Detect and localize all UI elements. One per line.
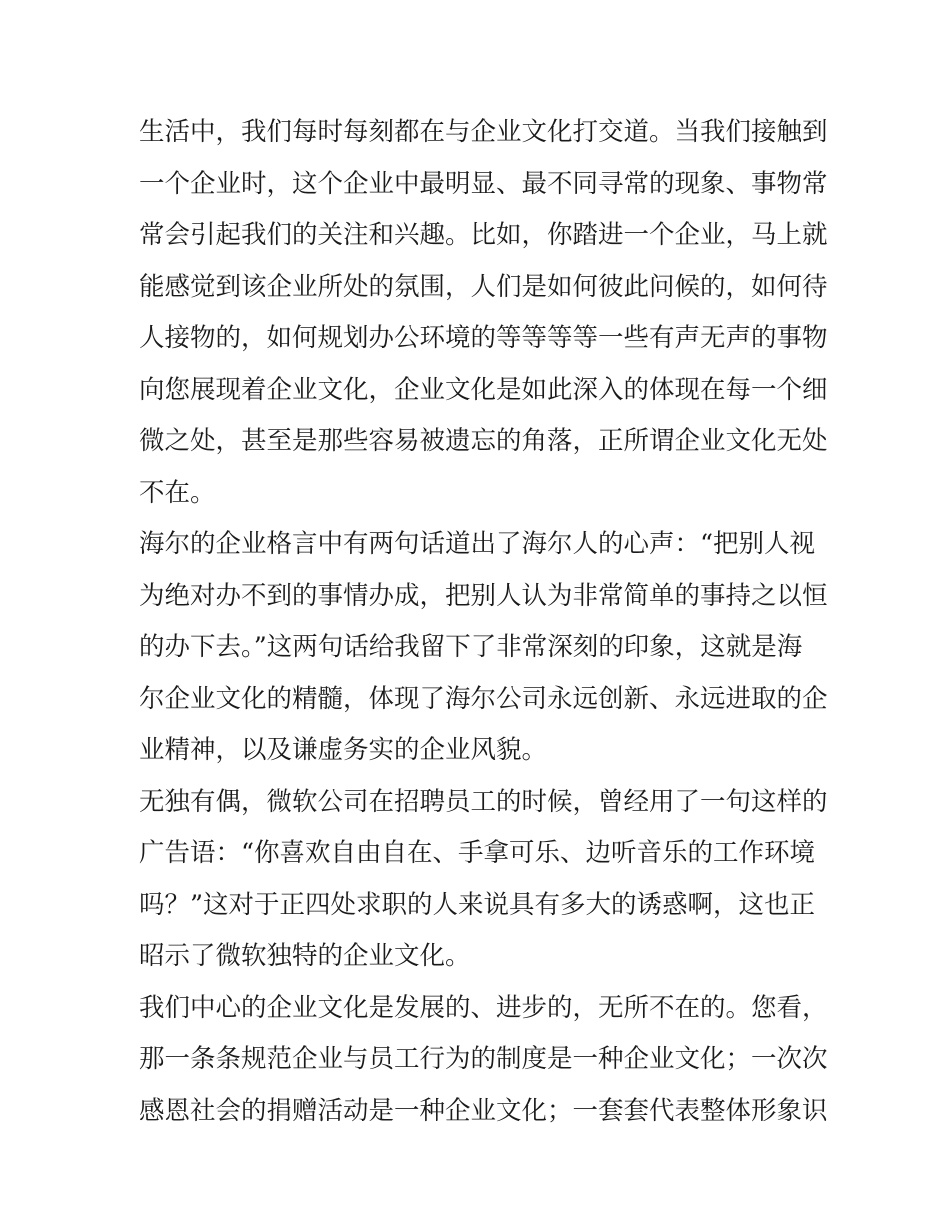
text-line: 能感觉到该企业所处的氛围，人们是如何彼此问候的，如何待 [139, 271, 828, 302]
text-line: 人接物的，如何规划办公环境的等等等等一些有声无声的事物 [139, 323, 828, 353]
paragraph-3 [139, 777, 828, 983]
text-line: 常会引起我们的关注和兴趣。比如，你踏进一个企业，马上就 [139, 220, 828, 250]
text-line: 感恩社会的捐赠活动是一种企业文化；一套套代表整体形象识 [139, 1095, 828, 1126]
text-line: 广告语：“你喜欢自由自在、手拿可乐、边听音乐的工作环境 [139, 838, 816, 868]
paragraph-2 [139, 519, 828, 777]
text-line: 无独有偶，微软公司在招聘员工的时候，曾经用了一句这样的 [139, 786, 828, 817]
text-line: 尔企业文化的精髓，体现了海尔公司永远创新、永远进取的企 [139, 683, 828, 714]
text-line: 的办下去。”这两句话给我留下了非常深刻的印象，这就是海 [139, 632, 803, 662]
paragraph-1 [139, 107, 828, 519]
text-line: 微之处，甚至是那些容易被遗忘的角落，正所谓企业文化无处 [139, 426, 828, 456]
text-line: 昭示了微软独特的企业文化。 [139, 941, 471, 971]
document-body [139, 107, 828, 1137]
text-line: 海尔的企业格言中有两句话道出了海尔人的心声：“把别人视 [139, 529, 816, 559]
text-line: 业精神，以及谦虚务实的企业风貌。 [139, 735, 548, 765]
text-line: 一个企业时，这个企业中最明显、最不同寻常的现象、事物常 [139, 168, 828, 199]
text-line: 那一条条规范企业与员工行为的制度是一种企业文化；一次次 [139, 1044, 828, 1074]
paragraph-4 [139, 983, 828, 1138]
text-line: 生活中，我们每时每刻都在与企业文化打交道。当我们接触到 [139, 117, 828, 147]
text-line: 为绝对办不到的事情办成，把别人认为非常简单的事持之以恒 [139, 580, 828, 611]
text-line: 吗？”这对于正四处求职的人来说具有多大的诱惑啊，这也正 [139, 889, 816, 920]
text-line: 我们中心的企业文化是发展的、进步的，无所不在的。您看， [139, 992, 828, 1023]
text-line: 不在。 [139, 477, 216, 508]
text-line: 向您展现着企业文化，企业文化是如此深入的体现在每一个细 [139, 374, 828, 405]
